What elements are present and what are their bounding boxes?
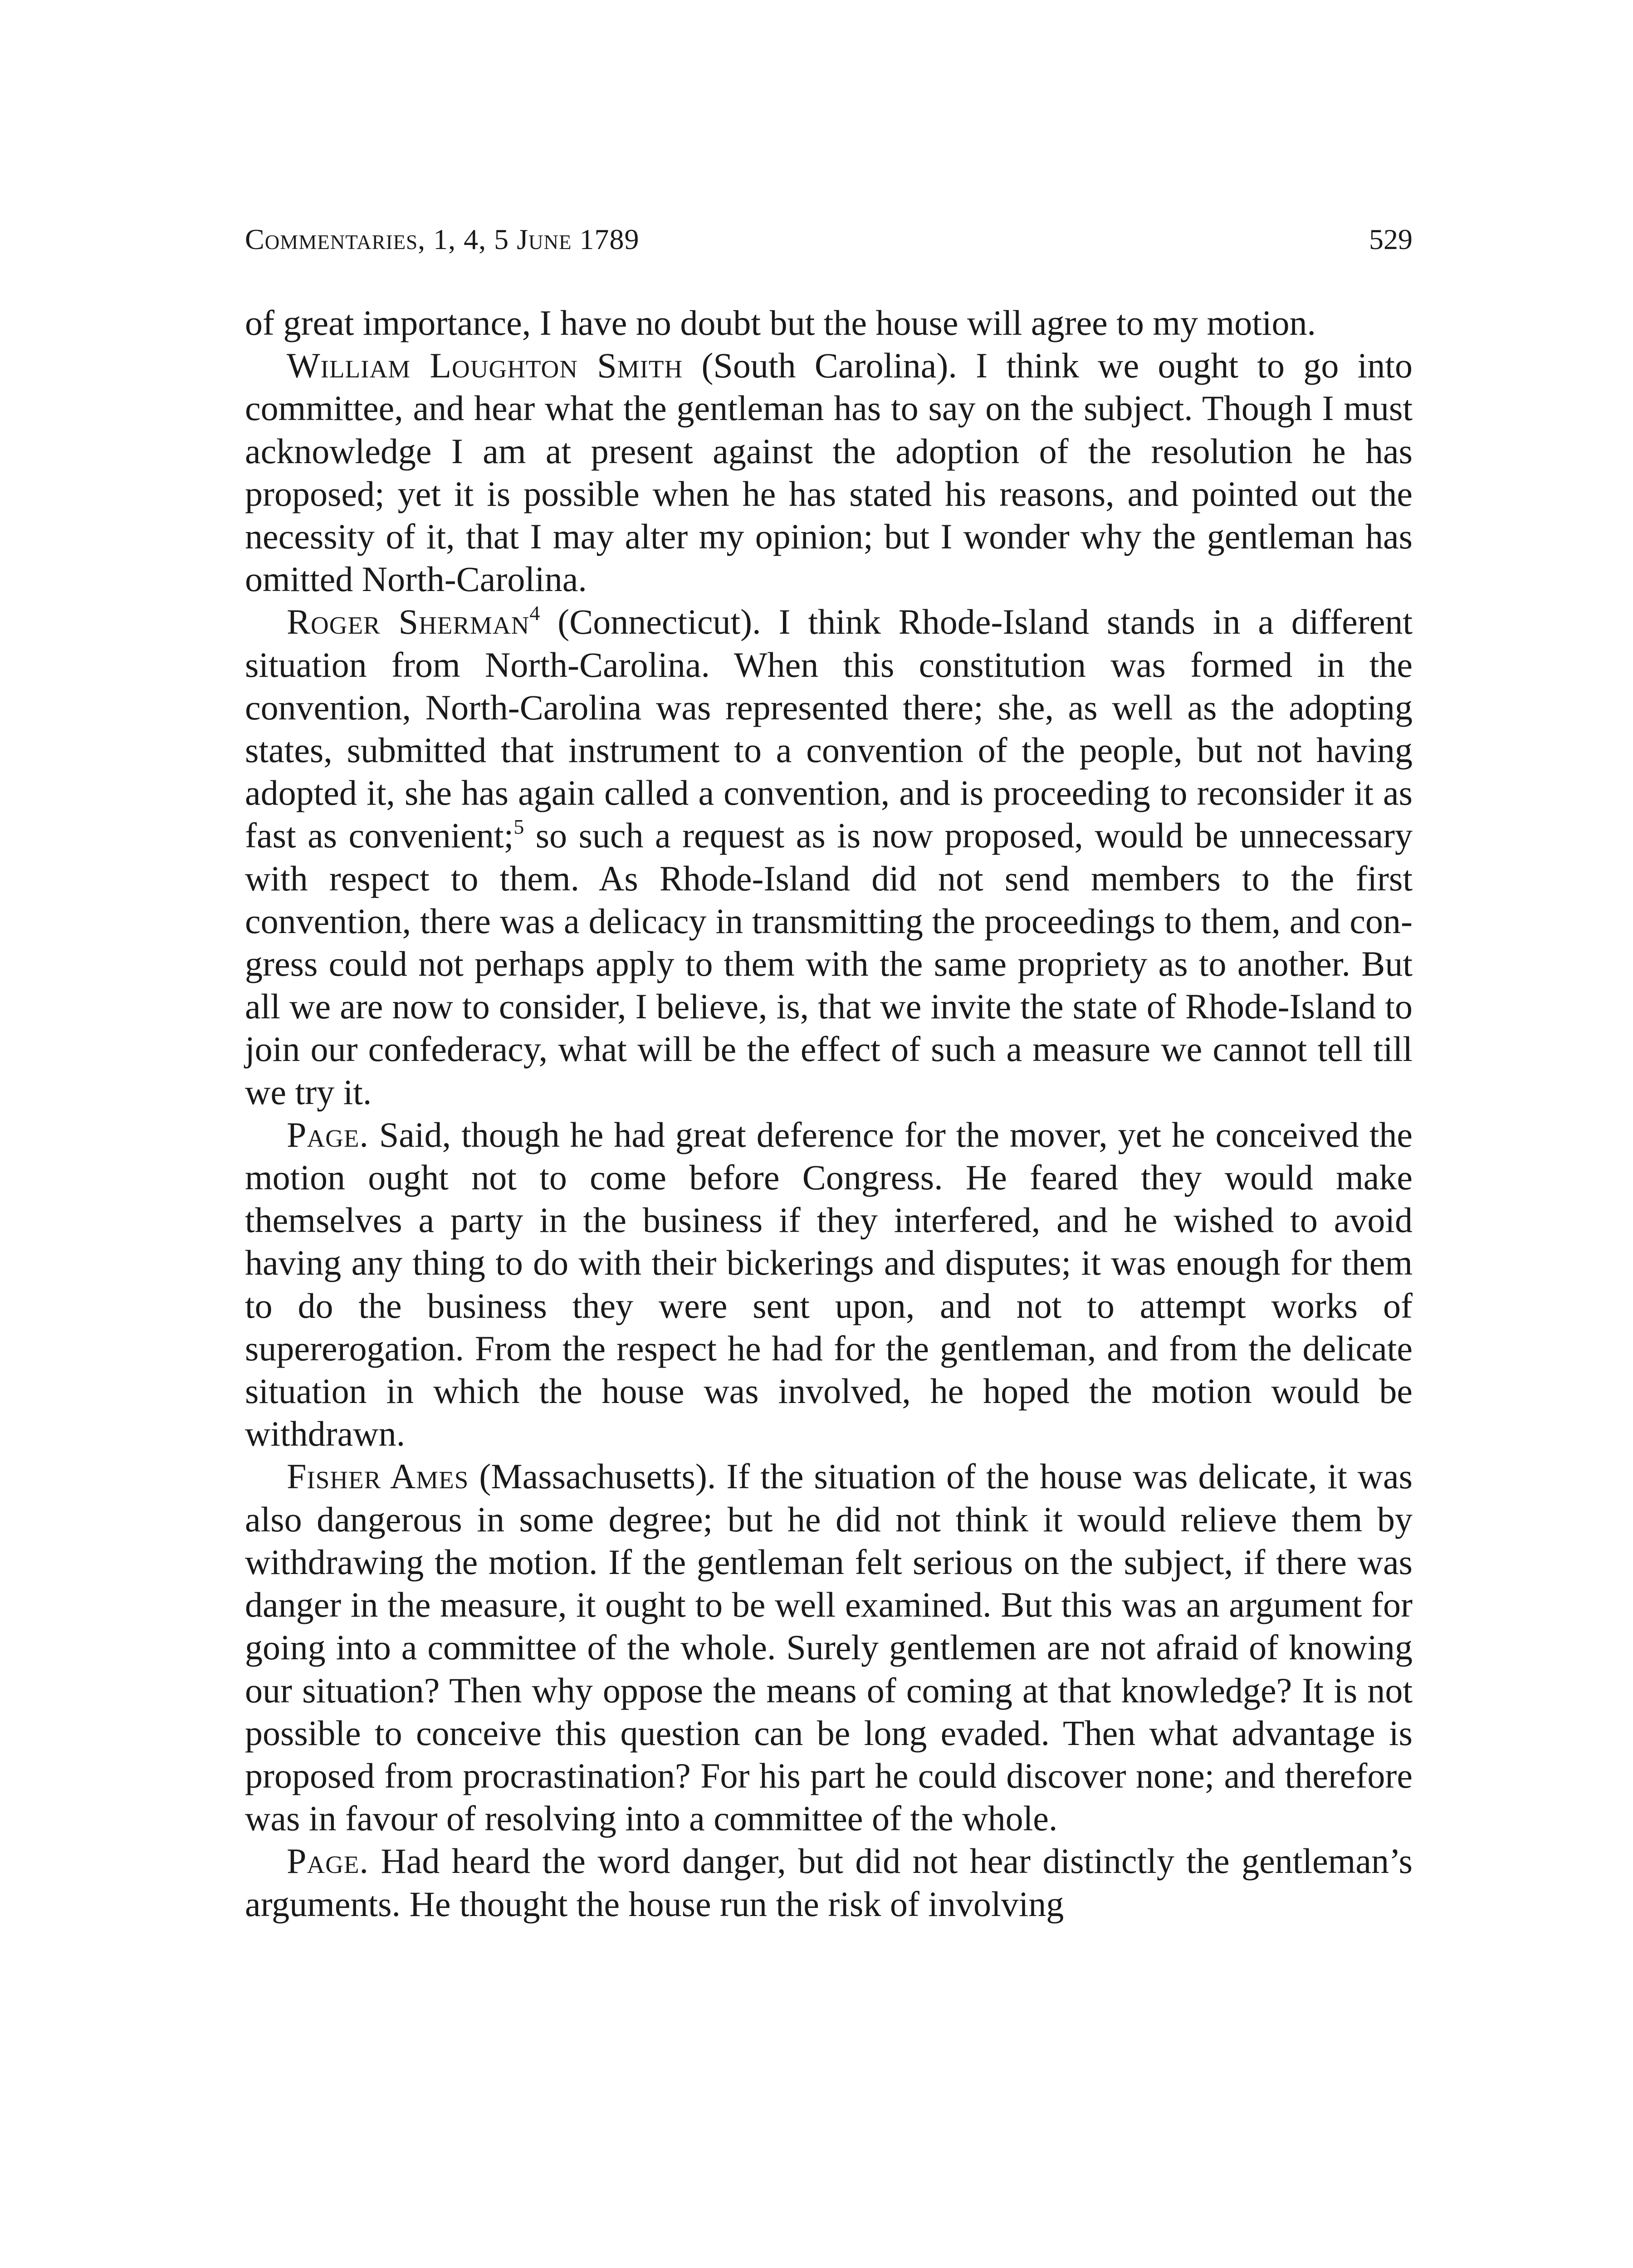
paragraph-text: Had heard the word danger, but did not hear distinctly the gentleman’s arguments. He thought the house run the risk of involving	[245, 1841, 1413, 1924]
paragraph-text: (Connecticut). I think Rhode-Island stands in a different situation from North-Carolina. When this constitution was formed in the convention, North-Carolina was represented there; she, as well as the adopting states, submitted that instrument to a convention of the people, but not having adopted it, she has again called a convention, and is proceeding to reconsider it as fast as convenient;	[245, 602, 1413, 855]
body-text	[245, 302, 1413, 1926]
footnote-ref[interactable]: 5	[513, 815, 524, 839]
footnote-ref[interactable]: 4	[529, 601, 540, 625]
speaker-name: William Loughton Smith	[287, 346, 683, 386]
paragraph-text: so such a request as is now proposed, would be unnecessary with respect to them. As Rhode-Island did not send members to the first convention, there was a delicacy in transmitting the proceedings to them, and congress could not perhaps apply to them with the same propriety as to another. But all we are now to consider, I believe, is, that we invite the state of Rhode-Island to join our confederacy, what will be the effect of such a measure we cannot tell till we try it.	[245, 816, 1413, 1112]
paragraph-text: (Massachusetts). If the situation of the house was delicate, it was also dangerous in some degree; but he did not think it would relieve them by withdrawing the motion. If the gentleman felt serious on the subject, if there was danger in the measure, it ought to be well examined. But this was an argument for going into a committee of the whole. Surely gentlemen are not afraid of knowing our situation? Then why oppose the means of coming at that knowledge? It is not possible to conceive this question can be long evaded. Then what advantage is proposed from procrastination? For his part he could discover none; and therefore was in favour of resolving into a committee of the whole.	[245, 1457, 1413, 1838]
paragraph-page-2	[245, 1840, 1413, 1925]
paragraph-ames	[245, 1455, 1413, 1840]
paragraph-continuation	[245, 302, 1413, 344]
running-head: Commentaries, 1, 4, 5 June 1789	[245, 223, 640, 255]
paragraph-text: (South Carolina). I think we ought to go into committee, and hear what the gentleman has to say on the subject. Though I must acknowledge I am at present against the adoption of the resolution he has proposed; yet it is possible when he has stated his reasons, and pointed out the necessity of it, that I may alter my opinion; but I wonder why the gentleman has omitted North-Carolina.	[245, 346, 1413, 599]
page-header	[245, 221, 1413, 258]
paragraph-text: Said, though he had great deference for the mover, yet he conceived the motion ought not to come before Congress. He feared they would make themselves a party in the business if they interfered, and he wished to avoid having any thing to do with their bickerings and disputes; it was enough for them to do the business they were sent upon, and not to attempt works of supererogation. From the respect he had for the gentleman, and from the delicate situation in which the house was involved, he hoped the motion would be withdrawn.	[245, 1114, 1413, 1454]
paragraph-sherman	[245, 601, 1413, 1113]
paragraph-page-1	[245, 1114, 1413, 1456]
paragraph-smith	[245, 344, 1413, 601]
speaker-name: Fisher Ames	[287, 1457, 469, 1496]
speaker-name: Page.	[287, 1114, 369, 1154]
paragraph-text: of great importance, I have no doubt but the house will agree to my motion.	[245, 303, 1316, 342]
speaker-name: Page.	[287, 1841, 369, 1881]
speaker-name: Roger Sherman	[287, 602, 530, 642]
page-number: 529	[1369, 223, 1413, 255]
